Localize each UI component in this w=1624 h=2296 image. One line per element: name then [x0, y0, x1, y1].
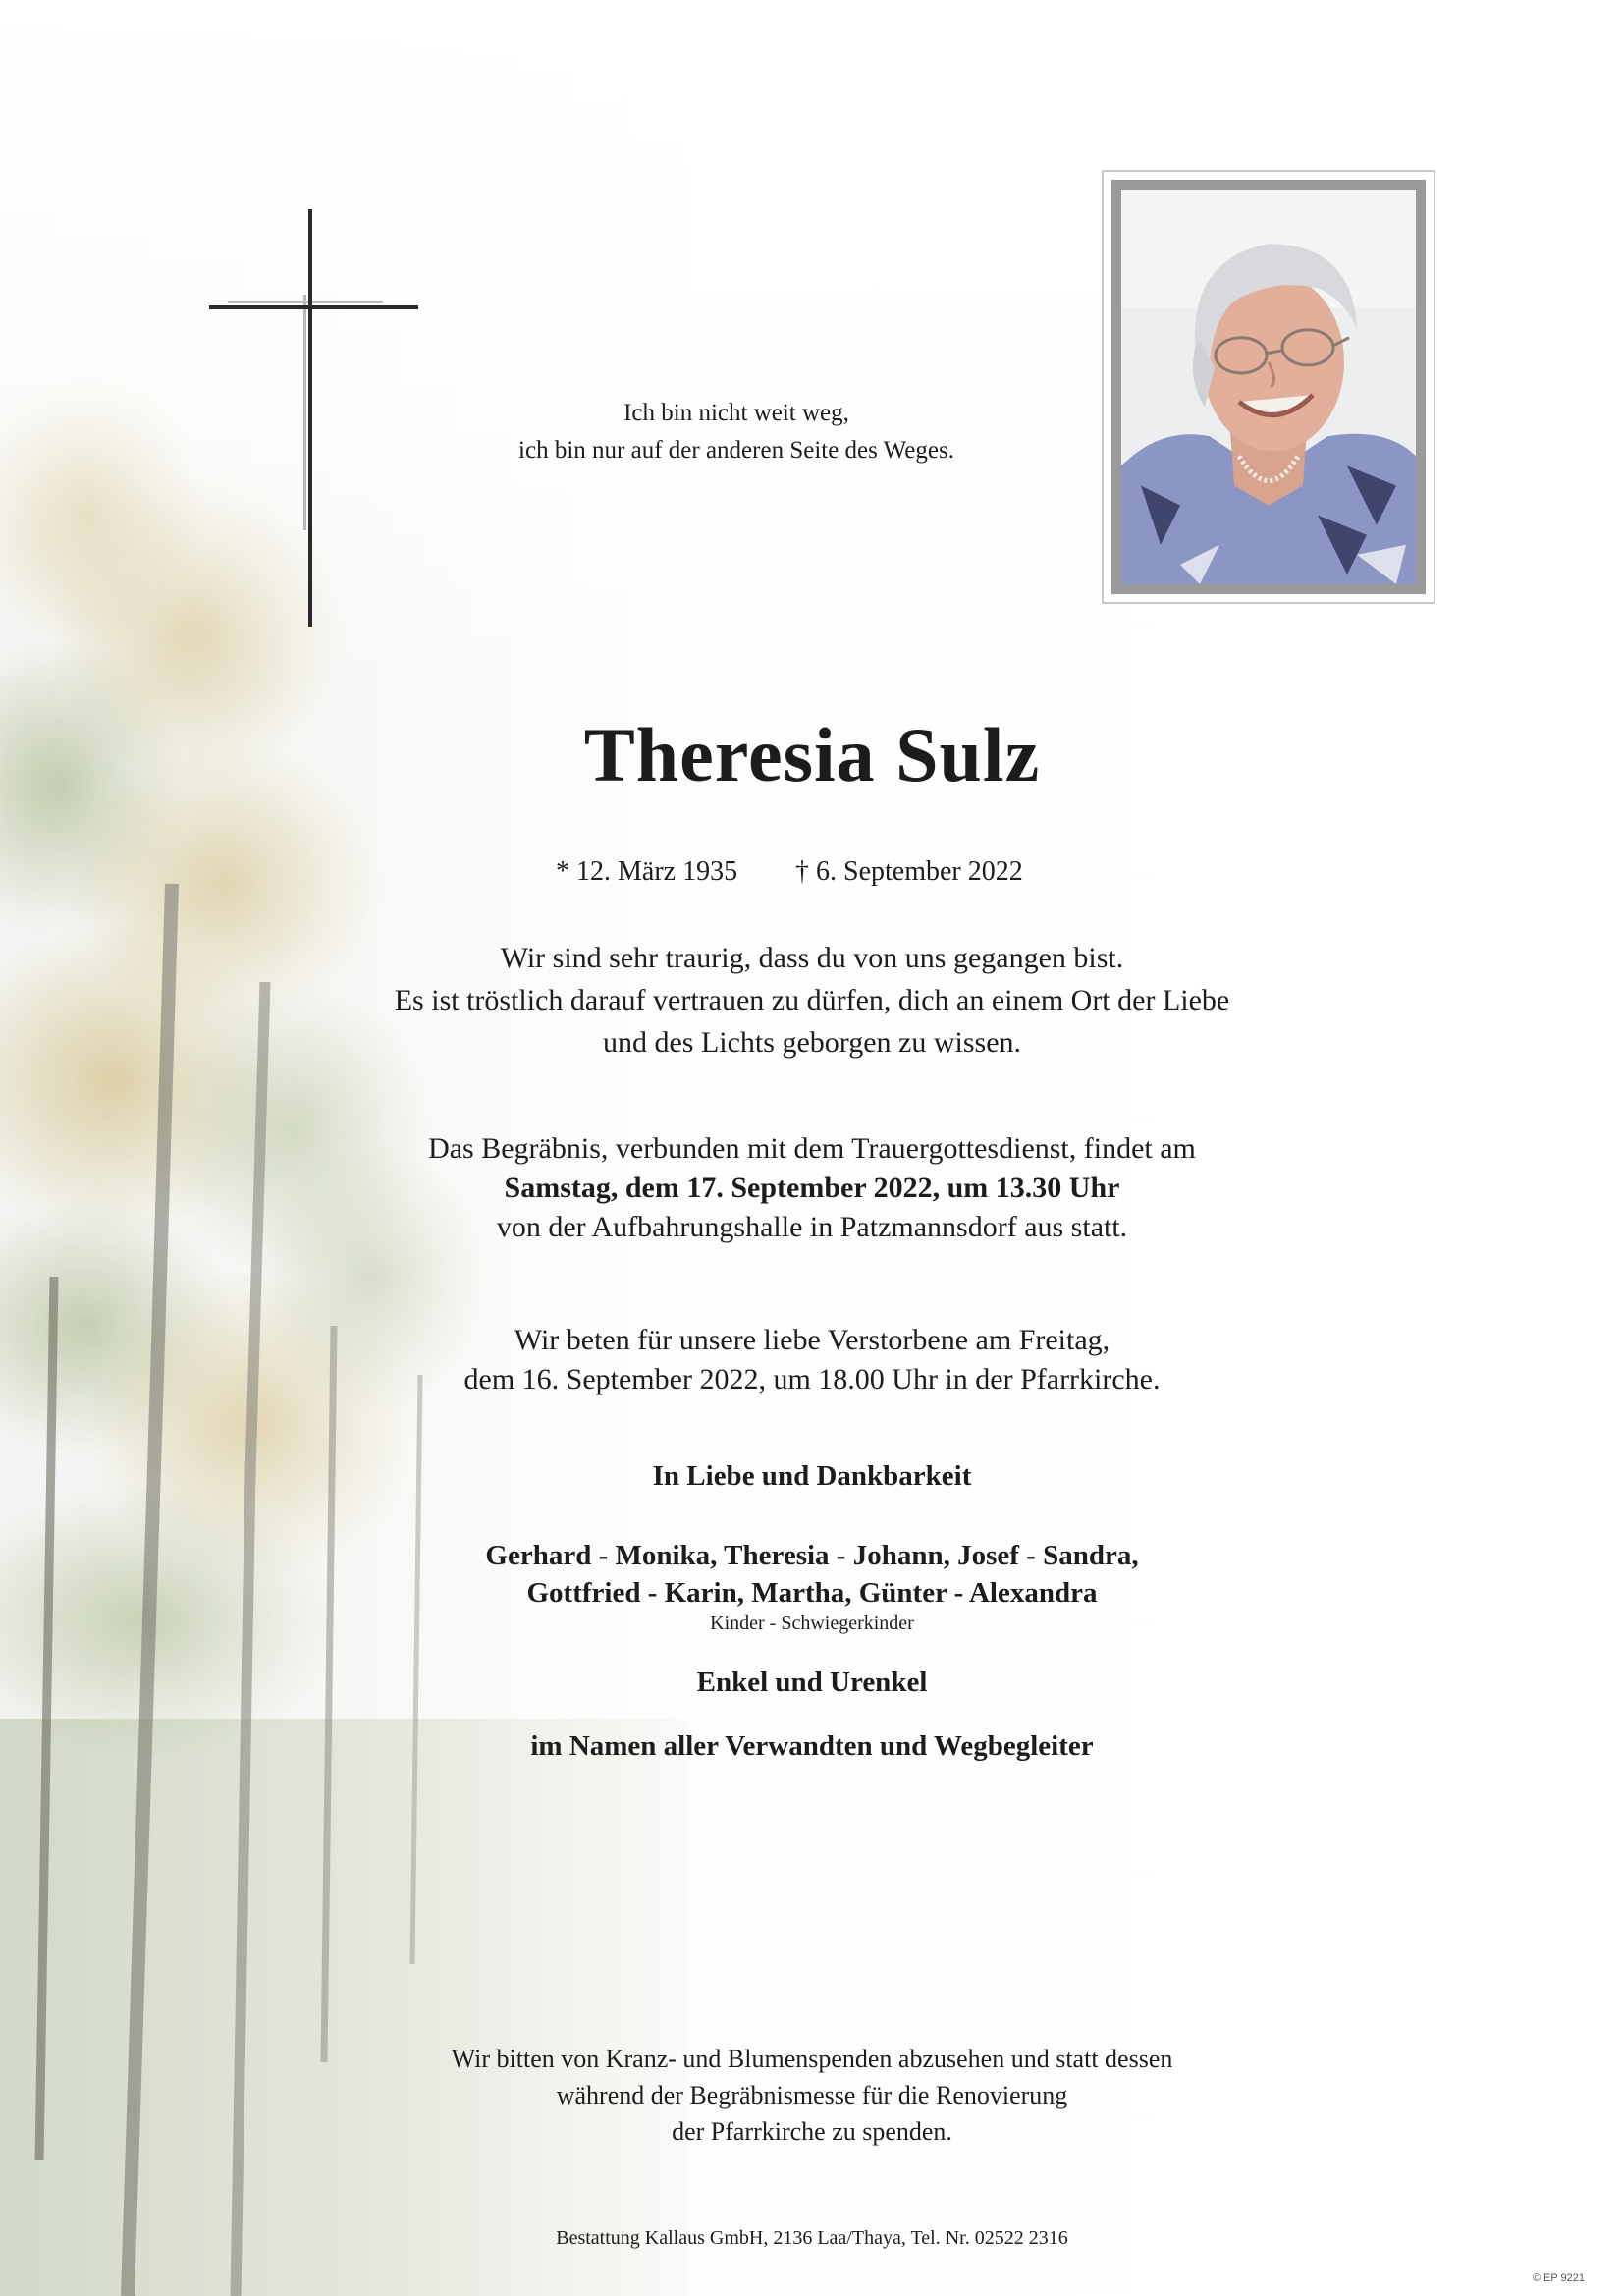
family-names — [0, 1537, 1624, 1612]
donation-line-2: während der Begräbnismesse für die Renovierung — [556, 2081, 1068, 2109]
donation-request — [0, 2041, 1624, 2150]
donation-line-1: Wir bitten von Kranz- und Blumenspenden abzusehen und statt dessen — [451, 2045, 1173, 2073]
undertaker-info: Bestattung Kallaus GmbH, 2136 Laa/Thaya, Tel. Nr. 02522 2316 — [556, 2227, 1068, 2249]
funeral-details — [0, 1129, 1624, 1247]
message-line-1: Wir sind sehr traurig, dass du von uns gegangen bist. — [500, 942, 1124, 974]
grandchildren: Enkel und Urenkel — [696, 1667, 928, 1698]
donation-line-3: der Pfarrkirche zu spenden. — [672, 2117, 952, 2146]
family-line-2: Gottfried - Karin, Martha, Günter - Alexandra — [526, 1577, 1098, 1609]
portrait-photo — [1121, 190, 1416, 584]
funeral-date-time: Samstag, dem 17. September 2022, um 13.30 Uhr — [504, 1172, 1120, 1204]
verse — [393, 395, 1080, 469]
funeral-line-3: von der Aufbahrungshalle in Patzmannsdorf aus statt. — [496, 1211, 1128, 1243]
relatives-line: im Namen aller Verwandten und Wegbegleiter — [530, 1730, 1094, 1762]
condolence-message — [0, 937, 1624, 1064]
verse-line-1: Ich bin nicht weit weg, — [623, 400, 849, 426]
message-line-3: und des Lichts geborgen zu wissen. — [602, 1026, 1022, 1059]
family-role: Kinder - Schwiegerkinder — [710, 1613, 914, 1634]
life-dates — [0, 856, 1624, 896]
deceased-name: Theresia Sulz — [583, 712, 1041, 797]
death-date: † 6. September 2022 — [795, 856, 1023, 887]
print-code: © EP 9221 — [1532, 2272, 1585, 2284]
portrait-photo-mat — [1111, 180, 1426, 594]
mourners-heading: In Liebe und Dankbarkeit — [652, 1460, 972, 1492]
prayer-details — [0, 1321, 1624, 1399]
funeral-line-1: Das Begräbnis, verbunden mit dem Trauergottesdienst, findet am — [428, 1132, 1196, 1165]
family-line-1: Gerhard - Monika, Theresia - Johann, Josef - Sandra, — [485, 1540, 1139, 1571]
birth-date: * 12. März 1935 — [556, 856, 738, 887]
prayer-line-2: dem 16. September 2022, um 18.00 Uhr in der Pfarrkirche. — [463, 1363, 1161, 1395]
portrait-photo-frame — [1102, 170, 1435, 604]
message-line-2: Es ist tröstlich darauf vertrauen zu dürfen, dich an einem Ort der Liebe — [394, 984, 1230, 1016]
prayer-line-1: Wir beten für unsere liebe Verstorbene am Freitag, — [514, 1324, 1110, 1356]
verse-line-2: ich bin nur auf der anderen Seite des Weges. — [518, 437, 954, 464]
